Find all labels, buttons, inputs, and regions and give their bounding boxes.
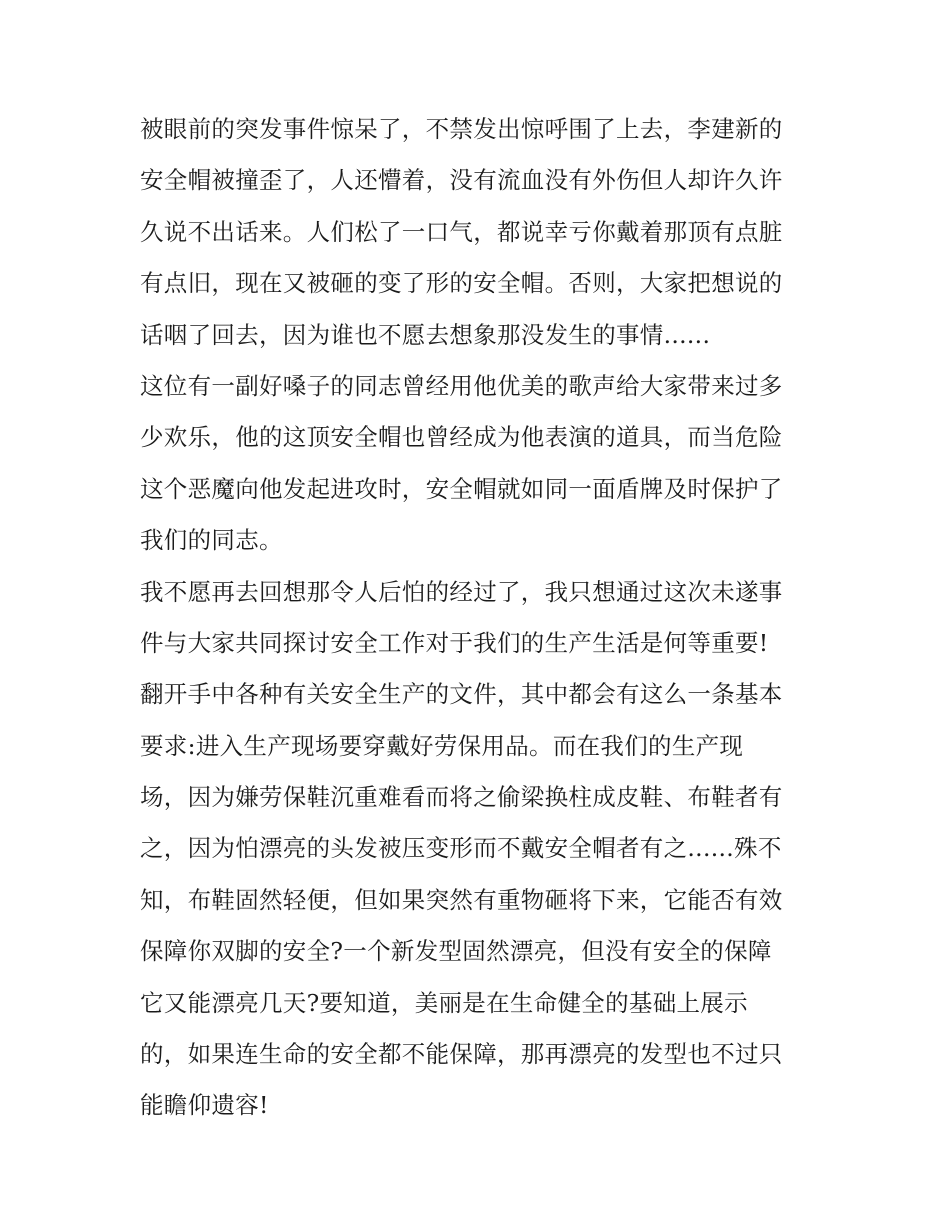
text-line: 场，因为嫌劳保鞋沉重难看而将之偷梁换柱成皮鞋、布鞋者有 [140,783,783,812]
text-line: 件与大家共同探讨安全工作对于我们的生产生活是何等重要! [140,628,769,657]
text-line: 这位有一副好嗓子的同志曾经用他优美的歌声给大家带来过多 [140,371,783,400]
text-line: 被眼前的突发事件惊呆了，不禁发出惊呼围了上去，李建新的 [140,115,783,143]
text-line: 我不愿再去回想那令人后怕的经过了，我只想通过这次未遂事 [140,577,783,606]
text-line: 它又能漂亮几天?要知道，美丽是在生命健全的基础上展示 [140,988,748,1017]
text-line: 我们的同志。 [140,526,283,555]
text-line: 有点旧，现在又被砸的变了形的安全帽。否则，大家把想说的 [140,269,783,298]
text-line: 知，布鞋固然轻便，但如果突然有重物砸将下来，它能否有效 [140,885,783,914]
text-line: 少欢乐，他的这顶安全帽也曾经成为他表演的道具，而当危险 [140,423,783,452]
text-line: 能瞻仰遗容! [140,1091,269,1120]
text-line: 这个恶魔向他发起进攻时，安全帽就如同一面盾牌及时保护了 [140,474,783,503]
text-line: 翻开手中各种有关安全生产的文件，其中都会有这么一条基本 [140,680,783,709]
text-line: 久说不出话来。人们松了一口气，都说幸亏你戴着那顶有点脏 [140,217,783,246]
text-line: 要求:进入生产现场要穿戴好劳保用品。而在我们的生产现 [140,731,744,760]
text-line: 安全帽被撞歪了，人还懵着，没有流血没有外伤但人却许久许 [140,166,783,195]
text-line: 的，如果连生命的安全都不能保障，那再漂亮的发型也不过只 [140,1040,783,1069]
body-text [140,104,840,1132]
text-line: 话咽了回去，因为谁也不愿去想象那没发生的事情...... [140,320,711,349]
text-line: 保障你双脚的安全?一个新发型固然漂亮，但没有安全的保障 [140,937,772,966]
text-line: 之，因为怕漂亮的头发被压变形而不戴安全帽者有之......殊不 [140,834,782,863]
